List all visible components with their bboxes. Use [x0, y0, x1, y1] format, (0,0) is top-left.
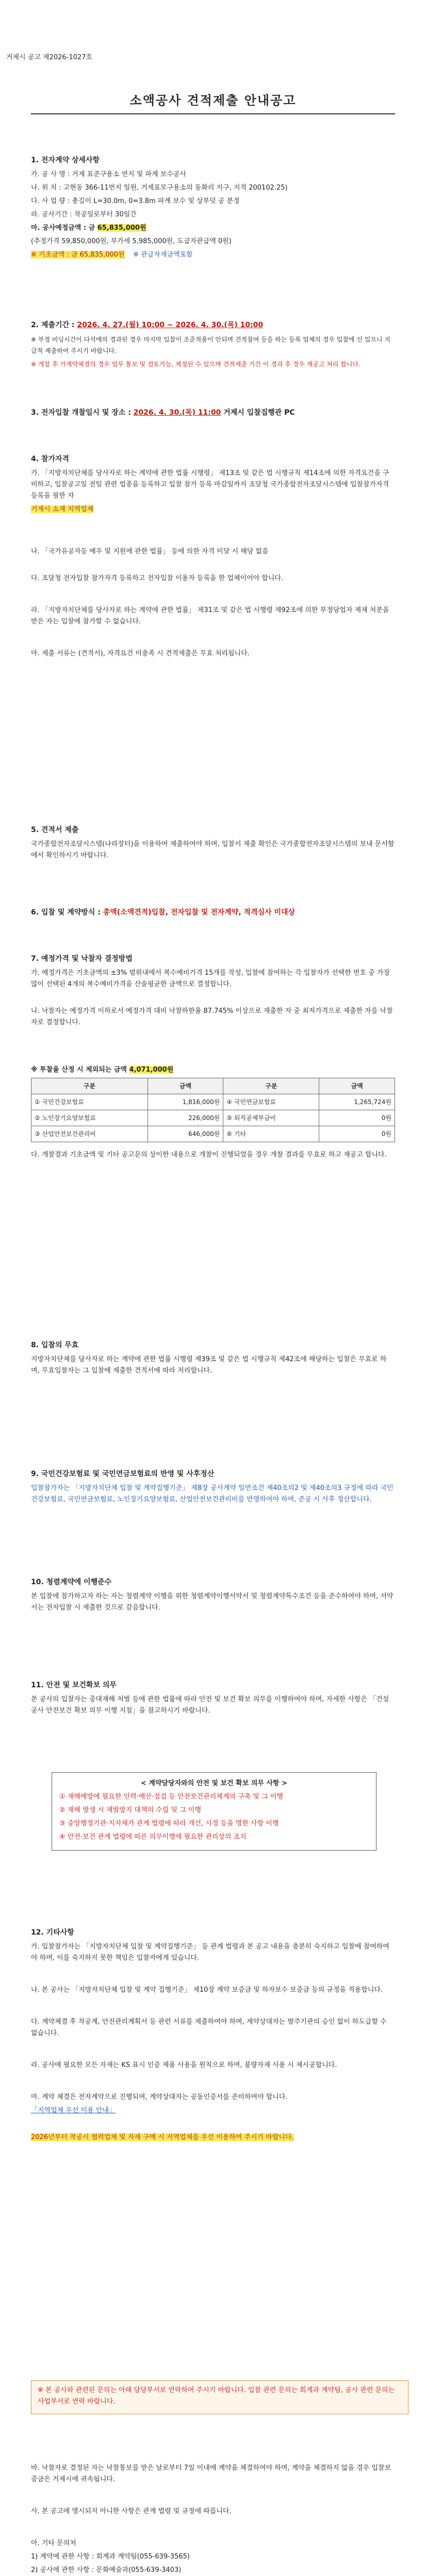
section-heading: 7. 예정가격 및 낙찰자 결정방법: [31, 955, 133, 963]
section-eligibility: [31, 453, 395, 662]
section-invalid-bids: [31, 1340, 395, 1379]
column-header: 금액: [148, 1078, 223, 1094]
misc-text: 나. 본 공사는 「지방자치단체 입찰 및 계약 집행기준」 제10장 계약 보증금 및 하자보수 보증금 등의 규정을 적용합니다.: [31, 1986, 383, 1994]
box-item: ② 재해 발생 시 재발방지 대책의 수립 및 그 이행: [59, 1806, 201, 1814]
award-text: 가. 예정가격은 기초금액의 ±3% 범위내에서 복수예비가격 15개를 작성, 입찰에 참여하는 각 입찰자가 선택한 번호 중 가장 많이 선택된 4개의 복수예비가격을 산술평균한 금액으로 결정합니다.: [31, 969, 390, 988]
section-safety: [31, 1680, 395, 1719]
section-heading: 4. 참가자격: [31, 455, 70, 463]
table-title: ※ 투찰율 산정 시 제외되는 금액: [31, 1066, 127, 1074]
box-item: ① 재해예방에 필요한 인력·예산·점검 등 안전보건관리체계의 구축 및 그 이행: [59, 1793, 283, 1801]
eligibility-text: 가. 「지방자치단체를 당사자로 하는 계약에 관한 법률 시행령」 제13조 및 같은 법 시행규칙 제14조에 의한 자격요건을 구비하고, 입찰공고일 전일 관련 업종을 등록하고 입찰 참가 등록 마감일까지 조달청 국가종합전자조달시스템에 입찰참가자격 등록을 필한 자: [31, 469, 389, 500]
local-priority-note: 「지역업체 우선 이용 안내」: [31, 2107, 116, 2114]
opening-time: 2026. 4. 30.(목) 11:00: [133, 409, 221, 417]
column-header: 금액: [319, 1078, 395, 1094]
budget-detail: (추정가격 59,850,000원, 부가세 5,985,000원, 도급자관급액 0원): [31, 238, 232, 245]
budget-line: [31, 223, 395, 234]
method-value: 총액(소액견적)입찰, 전자입찰 및 전자계약, 적격심사 미대상: [103, 908, 296, 917]
eligibility-text: 나. 「국가유공자등 예우 및 지원에 관한 법률」 등에 의한 자격 미달 시 해당 없음: [31, 548, 269, 555]
table-row: [31, 1094, 395, 1110]
contact-line: 1) 계약에 관한 사항 : 회계과 계약팀(055-639-3565): [31, 2553, 190, 2561]
award-text: 다. 개찰결과 기초금액 및 기타 공고문의 상이한 내용으로 개찰이 진행되었을 경우 개찰 결과를 무효로 하고 재공고 합니다.: [31, 1151, 387, 1159]
integrity-text: 본 입찰에 참가하고자 하는 자는 청렴계약 이행을 위한 청렴계약이행서약서 및 청렴계약특수조건 등을 준수하여야 하며, 서약서는 전자입찰 시 제출한 것으로 갈음합니다.: [31, 1592, 394, 1612]
eligibility-text: 라. 「지방자치단체를 당사자로 하는 계약에 관한 법률」 제31조 및 같은 법 시행령 제92조에 의한 부정당업자 제재 처분을 받은 자는 입찰에 참가할 수 없습니다.: [31, 606, 389, 625]
local-requirement: 거제시 소재 지역업체: [31, 505, 94, 513]
title-divider: [31, 113, 395, 114]
section-heading: 1. 전자계약 상세사항: [31, 156, 100, 164]
safety-obligations-box: [52, 1772, 376, 1851]
inquiry-notice-box: [31, 2380, 408, 2414]
submission-text: 국가종합전자조달시스템(나라장터)을 이용하여 제출하여야 하며, 입찰서 제출 확인은 국가종합전자조달시스템의 보내 문서함에서 확인하시기 바랍니다.: [31, 840, 395, 859]
award-text: 나. 낙찰자는 예정가격 이하로서 예정가격 대비 낙찰하한율 87.745% 이상으로 제출한 자 중 최저가격으로 제출한 자를 낙찰자로 결정합니다.: [31, 1007, 393, 1026]
period-value: 2026. 4. 27.(월) 10:00 ~ 2026. 4. 30.(목) 10:00: [77, 321, 264, 329]
period-note: ※ 부정 비딩시간이 다석에의 경과된 경우 마지막 입찰이 조준적용이 안되며 견적참여 등을 하는 등록 업체의 경우 입찰에 신 있으니 지급적 제출하여 주시기 바랍니다.: [31, 336, 390, 354]
table-cell: ① 국민건강보험료: [31, 1094, 148, 1110]
table-cell: ③ 산업안전보건관리비: [31, 1126, 148, 1142]
final-text: 바. 낙찰자로 결정된 자는 낙찰통보를 받은 날로부터 7일 이내에 계약을 체결하여야 하며, 계약을 체결하지 않을 경우 입찰보증금은 거제시에 귀속됩니다.: [31, 2464, 391, 2483]
section-heading: 3. 전자입찰 개찰일시 및 장소 :: [31, 409, 131, 417]
section-heading: 5. 견적서 제출: [31, 826, 79, 834]
budget-value: 65,835,000원: [97, 224, 146, 232]
section-heading: 2. 제출기간 :: [31, 321, 75, 329]
table-cell: ⑤ 퇴직공제부금비: [223, 1110, 319, 1126]
table-cell: 646,000원: [148, 1126, 223, 1142]
table-cell: 1,816,000원: [148, 1094, 223, 1110]
misc-text: 라. 공사에 필요한 모든 자재는 KS 표시 인증 제품 사용을 원칙으로 하며, 불량자재 사용 시 재시공합니다.: [31, 2061, 337, 2069]
budget-label: 마. 공사예정금액 : 금: [31, 224, 95, 232]
invalid-text: 지방자치단체를 당사자로 하는 계약에 관한 법률 시행령 제39조 및 같은 법 시행규칙 제42조에 해당하는 입찰은 무효로 하며, 무효입찰자는 그 입찰에 제출한 견적서에 따라 처리합니다.: [31, 1355, 387, 1375]
misc-text: 가. 입찰참가자는 「지방자치단체 입찰 및 계약집행기준」 등 관계 법령과 본 공고 내용을 충분히 숙지하고 입찰에 참여하여야 하며, 이를 숙지하지 못한 책임은 입찰자에게 있습니다.: [31, 1943, 389, 1962]
column-header: 구분: [223, 1078, 319, 1094]
detail-line: 가. 공 사 명 : 거제 표준구용소 연지 및 파계 보수공사: [31, 171, 186, 178]
section-heading: 11. 안전 및 보건확보 의무: [31, 1681, 117, 1689]
box-title: < 계약담당자와의 안전 및 보건 확보 의무 사항 >: [140, 1780, 288, 1787]
section-integrity: [31, 1577, 395, 1616]
orange-highlight-note: 2026년부터 착공시 협력업체 및 자재 구매 시 지역업체를 우선 이용하여 주시기 바랍니다.: [31, 2133, 294, 2141]
period-note: ※ 개찰 후 가계약체결의 경우 업무 통보 및 검토가능, 제정된 수 있으며 견적제출 기간 이 경과 후 경우 재공고 처리 합니다.: [31, 361, 361, 368]
section-price-award: [31, 953, 395, 1163]
table-cell: 0원: [319, 1110, 395, 1126]
table-header-row: [31, 1078, 395, 1094]
safety-text: 본 공사의 입찰자는 중대재해 처벌 등에 관한 법률에 따라 안전 및 보건 확보 의무를 이행하여야 하며, 자세한 사항은 「건설공사 안전보건 확보 의무 이행 지침」을 참고하시기 바랍니다.: [31, 1696, 389, 1715]
section-heading: 9. 국민건강보험료 및 국민연금보험료의 반영 및 사후정산: [31, 1470, 215, 1478]
table-total: 4,071,000원: [129, 1066, 174, 1074]
section-method: [31, 907, 395, 921]
section-submission: [31, 824, 395, 863]
section-submission-period: [31, 319, 395, 372]
table-cell: ⑥ 기타: [223, 1126, 319, 1142]
inquiry-notice-text: ※ 본 공사와 관련된 문의는 아래 담당부서로 연락하여 주시기 바랍니다. 입찰 관련 문의는 회계과 계약팀, 공사 관련 문의는 사업부서로 연락 바랍니다.: [38, 2386, 395, 2405]
section-heading: 8. 입찰의 무효: [31, 1341, 79, 1349]
section-project-details: [31, 155, 395, 263]
section-heading: 10. 청렴계약에 이행준수: [31, 1578, 112, 1586]
table-cell: ④ 국민연금보험료: [223, 1094, 319, 1110]
detail-line: 다. 사 업 량 : 총길이 L=30.0m, 0=3.8m 파계 보수 및 상부덧 공 분정: [31, 197, 240, 205]
column-header: 구분: [31, 1078, 148, 1094]
page-title: 소액공사 견적제출 안내공고: [129, 93, 297, 108]
section-heading: 12. 기타사항: [31, 1928, 74, 1937]
opening-place: 거제시 입찰집행관 PC: [223, 409, 295, 417]
section-insurance: [31, 1468, 395, 1507]
eligibility-text: 다. 조달청 전자입찰 참가자격 등록하고 전자입찰 이용자 등록을 한 업체이어야 합니다.: [31, 574, 284, 582]
exclusion-table-block: [31, 1064, 395, 1142]
final-text: 사. 본 공고에 명시되지 아니한 사항은 관계 법령 및 규정에 따릅니다.: [31, 2507, 232, 2515]
notice-number: 거제시 공고 제2026-1027호: [6, 54, 93, 61]
contact-line: 2) 공사에 관한 사항 : 문화예술과(055-639-3403): [31, 2566, 182, 2574]
section-heading: 6. 입찰 및 계약방식 :: [31, 908, 101, 917]
insurance-text: 입찰참가자는 「지방자치단체 입찰 및 계약집행기준」 제8장 공사계약 일반조건 제40조의2 및 제40조의3 규정에 따라 국민건강보험료, 국민연금보험료, 노인장기요양보험료, 산업안전보건관리비를 반영하여야 하며, 준공 시 사후 정산합니다.: [31, 1484, 394, 1503]
detail-line: 라. 공사기간 : 착공일로부터 30일간: [31, 211, 137, 218]
eligibility-text: 마. 제출 서류는 (견적서), 자격요건 미충족 시 견적제출은 무효 처리됩니다.: [31, 650, 250, 657]
misc-text: 다. 계약체결 후 착공계, 안전관리계획서 등 관련 서류를 제출하여야 하며, 계약상대자는 발주기관의 승인 없이 하도급할 수 없습니다.: [31, 2018, 387, 2037]
detail-line: 나. 위 치 : 고현동 366-11번지 일원, 거제표모구용소의 동화리 지구, 지적 200102.25): [31, 184, 288, 192]
box-item: ③ 중앙행정기관·지자체가 관계 법령에 따라 개선, 시정 등을 명한 사항 이행: [59, 1820, 279, 1827]
table-row: [31, 1110, 395, 1126]
table-cell: 1,265,724원: [319, 1094, 395, 1110]
table-cell: ② 노인장기요양보험료: [31, 1110, 148, 1126]
table-cell: 226,000원: [148, 1110, 223, 1126]
section-misc: [31, 1927, 395, 2145]
table-cell: 0원: [319, 1126, 395, 1142]
table-row: [31, 1126, 395, 1142]
section-final: [31, 2463, 395, 2576]
section-opening: [31, 407, 395, 421]
misc-text: 마. 계약 체결은 전자계약으로 진행되며, 계약상대자는 공동인증서를 준비하여야 합니다.: [31, 2093, 288, 2101]
materials-note: ※ 관급자재금액포함: [133, 251, 193, 259]
exclusion-table: [31, 1078, 395, 1142]
box-item: ④ 안전·보건 관계 법령에 따른 의무이행에 필요한 관리상의 조치: [59, 1833, 247, 1841]
contact-title: 아. 기타 문의처: [31, 2539, 76, 2547]
base-amount-note: ※ 기초금액 : 금 65,835,000원: [31, 251, 125, 259]
